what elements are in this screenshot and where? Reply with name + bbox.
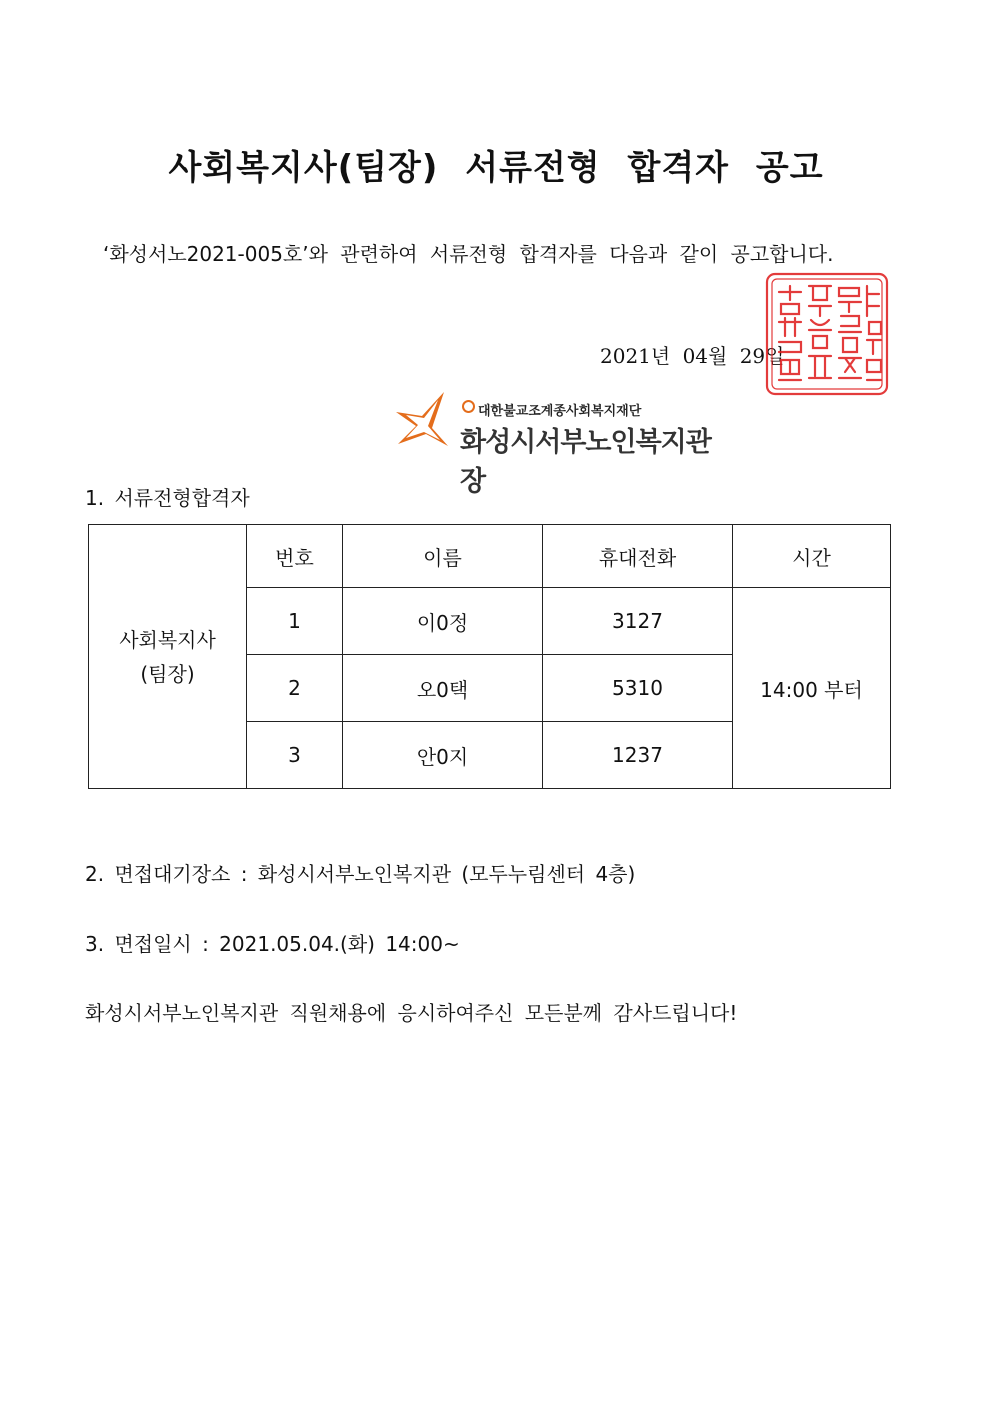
welfare-center-logo bbox=[392, 388, 732, 497]
intro-paragraph: ‘화성서노2021-005호’와 관련하여 서류전형 합격자를 다음과 같이 공고합니다. bbox=[103, 242, 834, 266]
header-time: 시간 bbox=[733, 525, 891, 588]
page-title: 사회복지사(팀장) 서류전형 합격자 공고 bbox=[168, 148, 824, 188]
row-name: 이0정 bbox=[343, 588, 543, 655]
official-seal-stamp bbox=[763, 270, 891, 398]
closing-message: 화성시서부노인복지관 직원채용에 응시하여주신 모든분께 감사드립니다! bbox=[85, 1001, 738, 1025]
results-table bbox=[88, 524, 891, 789]
section-2-interview-location: 2. 면접대기장소 : 화성시서부노인복지관 (모두누림센터 4층) bbox=[85, 862, 636, 886]
orange-star-logo-icon bbox=[392, 388, 454, 450]
interview-time-cell: 14:00 부터 bbox=[733, 588, 891, 789]
section-1-heading: 1. 서류전형합격자 bbox=[85, 486, 250, 510]
row-phone: 1237 bbox=[543, 722, 733, 789]
row-number: 3 bbox=[247, 722, 343, 789]
section-3-interview-date: 3. 면접일시 : 2021.05.04.(화) 14:00~ bbox=[85, 932, 460, 956]
position-category-cell: 사회복지사 (팀장) bbox=[89, 525, 247, 789]
row-phone: 5310 bbox=[543, 655, 733, 722]
organization-name: 화성시서부노인복지관장 bbox=[460, 427, 711, 497]
row-number: 1 bbox=[247, 588, 343, 655]
header-name: 이름 bbox=[343, 525, 543, 588]
dharma-wheel-icon bbox=[462, 400, 475, 413]
table-header-row bbox=[89, 525, 891, 588]
row-name: 오0택 bbox=[343, 655, 543, 722]
foundation-name: 대한불교조계종사회복지재단 bbox=[478, 404, 642, 419]
announcement-date: 2021년 04월 29일 bbox=[600, 344, 785, 368]
header-number: 번호 bbox=[247, 525, 343, 588]
row-name: 안0지 bbox=[343, 722, 543, 789]
row-phone: 3127 bbox=[543, 588, 733, 655]
header-phone: 휴대전화 bbox=[543, 525, 733, 588]
row-number: 2 bbox=[247, 655, 343, 722]
